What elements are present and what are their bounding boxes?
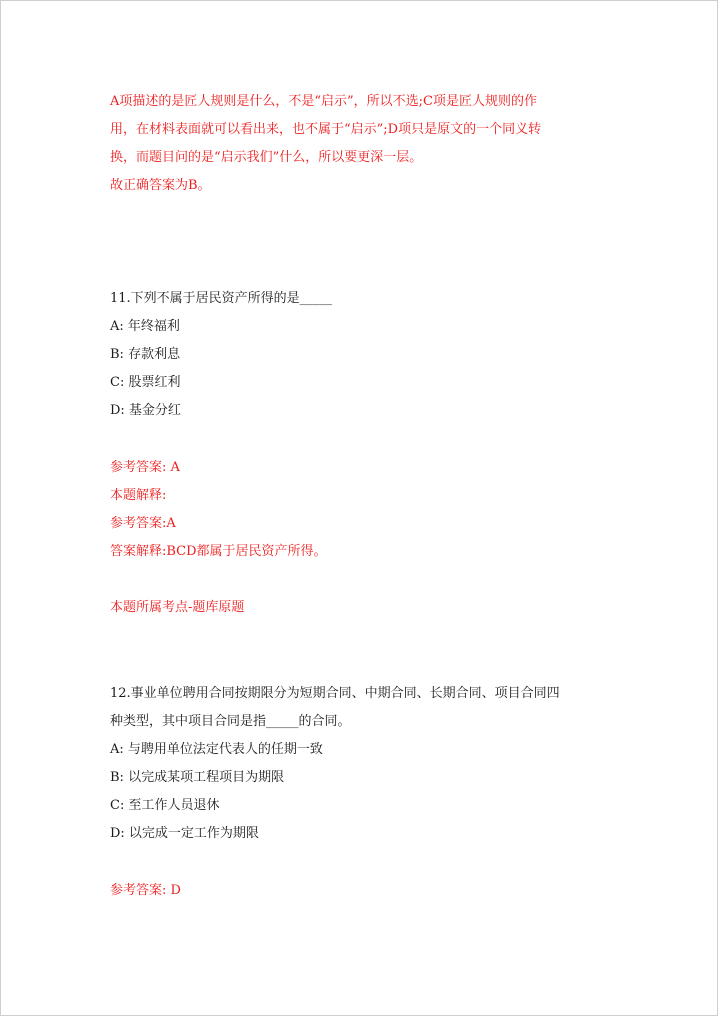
q11-reference-answer: 参考答案: A [110, 460, 180, 475]
q11-reference-answer-2: 参考答案:A [110, 516, 176, 531]
correct-answer-line: 故正确答案为B。 [110, 178, 211, 193]
question-12-stem: 12.事业单位聘用合同按期限分为短期合同、中期合同、长期合同、项目合同四 [110, 686, 560, 701]
q12-option-d: D: 以完成一定工作为期限 [110, 826, 259, 841]
question-11-stem: 11.下列不属于居民资产所得的是_____ [110, 291, 333, 306]
q12-option-b: B: 以完成某项工程项目为期限 [110, 770, 285, 785]
q11-option-b: B: 存款利息 [110, 347, 181, 362]
q11-option-a: A: 年终福利 [110, 319, 180, 334]
question-12-stem-cont: 种类型，其中项目合同是指_____的合同。 [110, 714, 351, 729]
explanation-line: 用，在材料表面就可以看出来，也不属于“启示”;D项只是原文的一个同义转 [110, 122, 542, 137]
q11-source-note: 本题所属考点-题库原题 [110, 600, 245, 615]
q12-reference-answer: 参考答案: D [110, 883, 181, 898]
q12-option-a: A: 与聘用单位法定代表人的任期一致 [110, 742, 323, 757]
explanation-line: A项描述的是匠人规则是什么，不是“启示”，所以不选;C项是匠人规则的作 [110, 94, 538, 109]
q11-option-c: C: 股票红利 [110, 375, 181, 390]
q12-option-c: C: 至工作人员退休 [110, 798, 220, 813]
q11-explanation-label: 本题解释: [110, 488, 167, 503]
explanation-line: 换，而题目问的是“启示我们”什么，所以要更深一层。 [110, 150, 423, 165]
q11-explanation: 答案解释:BCD都属于居民资产所得。 [110, 544, 327, 559]
q11-option-d: D: 基金分红 [110, 403, 181, 418]
